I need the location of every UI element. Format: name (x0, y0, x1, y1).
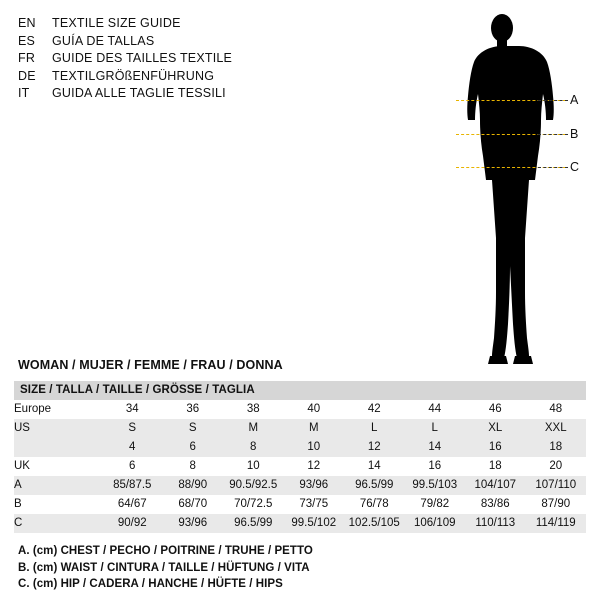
language-title-block (18, 16, 318, 104)
cell: 6 (163, 438, 224, 457)
cell: 87/90 (526, 495, 587, 514)
cell: 99.5/103 (405, 476, 466, 495)
title-row (18, 34, 318, 52)
language-title: GUIDA ALLE TAGLIE TESSILI (52, 86, 226, 100)
cell: 99.5/102 (284, 514, 345, 533)
cell: 16 (465, 438, 526, 457)
section-heading-woman: WOMAN / MUJER / FEMME / FRAU / DONNA (18, 358, 283, 372)
title-row (18, 86, 318, 104)
language-code: DE (18, 68, 36, 83)
cell: 73/75 (284, 495, 345, 514)
cell: 12 (284, 457, 345, 476)
cell: 8 (223, 438, 284, 457)
cell: 64/67 (102, 495, 163, 514)
cell: 107/110 (526, 476, 587, 495)
cell: 6 (102, 457, 163, 476)
title-row (18, 16, 318, 34)
table-row (14, 419, 586, 438)
cell: 90/92 (102, 514, 163, 533)
measure-leader-waist (538, 134, 568, 135)
cell: 46 (465, 400, 526, 419)
language-title: TEXTILE SIZE GUIDE (52, 16, 181, 30)
cell: 18 (465, 457, 526, 476)
cell: 14 (344, 457, 405, 476)
cell: 44 (405, 400, 466, 419)
table-row (14, 476, 586, 495)
cell: 106/109 (405, 514, 466, 533)
measure-label-a: A (570, 93, 579, 107)
body-silhouette-icon (430, 8, 590, 368)
cell: 18 (526, 438, 587, 457)
cell: 16 (405, 457, 466, 476)
table-row (14, 514, 586, 533)
female-silhouette-figure (430, 8, 590, 368)
language-code: FR (18, 51, 36, 65)
row-label: C (14, 514, 102, 533)
cell: L (405, 419, 466, 438)
language-code: EN (18, 16, 36, 30)
cell: 42 (344, 400, 405, 419)
cell: 79/82 (405, 495, 466, 514)
footnotes-block (18, 543, 578, 593)
row-label: A (14, 476, 102, 495)
table-row (14, 495, 586, 514)
cell: S (163, 419, 224, 438)
cell: 85/87.5 (102, 476, 163, 495)
cell: 102.5/105 (344, 514, 405, 533)
language-code: IT (18, 86, 30, 100)
language-title: GUÍA DE TALLAS (52, 33, 155, 48)
size-table-container (14, 381, 586, 533)
cell: 38 (223, 400, 284, 419)
table-header-row (14, 381, 586, 400)
cell: 88/90 (163, 476, 224, 495)
title-row (18, 69, 318, 87)
cell: 110/113 (465, 514, 526, 533)
row-label: Europe (14, 400, 102, 419)
cell: S (102, 419, 163, 438)
cell: 68/70 (163, 495, 224, 514)
language-code: ES (18, 33, 36, 48)
cell: 8 (163, 457, 224, 476)
cell: 36 (163, 400, 224, 419)
cell: 20 (526, 457, 587, 476)
table-row (14, 400, 586, 419)
footnote-a: A. (cm) CHEST / PECHO / POITRINE / TRUHE / PETTO (18, 545, 313, 557)
measure-label-c: C (570, 160, 580, 174)
cell: XXL (526, 419, 587, 438)
cell: 4 (102, 438, 163, 457)
cell: 12 (344, 438, 405, 457)
size-table (14, 381, 586, 533)
cell: 104/107 (465, 476, 526, 495)
row-label: UK (14, 457, 102, 476)
cell: 93/96 (284, 476, 345, 495)
cell: 70/72.5 (223, 495, 284, 514)
row-label (14, 438, 102, 457)
measure-leader-chest (538, 100, 568, 101)
cell: 114/119 (526, 514, 587, 533)
measure-label-b: B (570, 127, 579, 141)
cell: 90.5/92.5 (223, 476, 284, 495)
cell: 10 (284, 438, 345, 457)
cell: XL (465, 419, 526, 438)
cell: 83/86 (465, 495, 526, 514)
cell: 10 (223, 457, 284, 476)
language-title: GUIDE DES TAILLES TEXTILE (52, 51, 233, 65)
cell: 96.5/99 (223, 514, 284, 533)
cell: L (344, 419, 405, 438)
cell: M (223, 419, 284, 438)
cell: M (284, 419, 345, 438)
measure-leader-hip (538, 167, 568, 168)
language-title: TEXTILGRÖßENFÜHRUNG (52, 68, 215, 83)
footnote-c: C. (cm) HIP / CADERA / HANCHE / HÜFTE / HIPS (18, 578, 283, 590)
footnote-b: B. (cm) WAIST / CINTURA / TAILLE / HÜFTUNG / VITA (18, 561, 310, 574)
row-label: B (14, 495, 102, 514)
row-label: US (14, 419, 102, 438)
cell: 48 (526, 400, 587, 419)
title-row (18, 51, 318, 69)
cell: 93/96 (163, 514, 224, 533)
cell: 14 (405, 438, 466, 457)
cell: 76/78 (344, 495, 405, 514)
cell: 34 (102, 400, 163, 419)
table-row (14, 438, 586, 457)
table-header-label: SIZE / TALLA / TAILLE / GRÖSSE / TAGLIA (14, 381, 586, 400)
cell: 40 (284, 400, 345, 419)
cell: 96.5/99 (344, 476, 405, 495)
table-row (14, 457, 586, 476)
